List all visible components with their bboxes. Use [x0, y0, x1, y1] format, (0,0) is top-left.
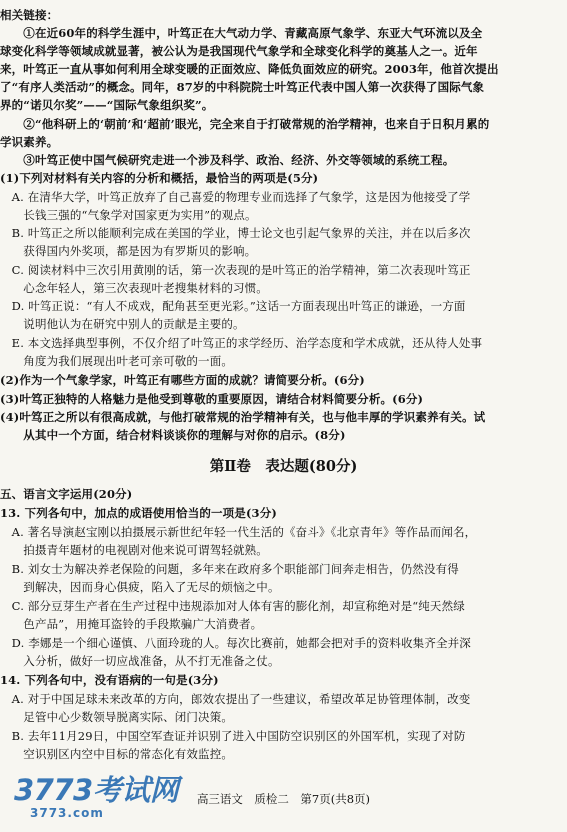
q13-option-d-cont: 入分析，做好一切应战准备，从不打无准备之仗。 [0, 654, 280, 668]
paragraph-line: 球变化科学等领域成就显著，被公认为是我国现代气象学和全球变化科学的奠基人之一。近年 [0, 44, 478, 58]
option-b-cont: 获得国内外奖项，都是因为有罗斯贝的影响。 [0, 244, 257, 258]
question-3: (3)叶笃正独特的人格魅力是他受到尊敬的重要原因，请结合材料简要分析。(6分) [0, 392, 424, 406]
watermark-text: 3773考试网 [14, 773, 179, 807]
q14-option-b-cont: 空识别区内空中目标的常态化有效监控。 [0, 747, 233, 761]
question-1-stem: (1)下列对材料有关内容的分析和概括，最恰当的两项是(5分) [0, 171, 319, 185]
question-13-stem: 13. 下列各句中，加点的成语使用恰当的一项是(3分) [0, 506, 277, 520]
option-a: A. 在清华大学，叶笃正放弃了自己喜爱的物理专业而选择了气象学，这是因为他接受了学 [0, 190, 471, 204]
line-related-links: 相关链接： [0, 8, 59, 22]
option-b: B. 叶笃正之所以能顺利完成在美国的学业，博士论文也引起气象界的关注，并在以后多次 [0, 226, 471, 240]
q14-option-b: B. 去年11月29日，中国空军查证并识别了进入中国防空识别区的外国军机，实现了对防 [0, 729, 466, 743]
option-a-cont: 长钱三强的“气象学对国家更为实用”的观点。 [0, 208, 257, 222]
q14-option-a-cont: 足管中心少数领导脱离实际、闭门决策。 [0, 710, 233, 724]
paragraph-line: 界的“诺贝尔奖”——“国际气象组织奖”。 [0, 98, 214, 112]
q13-option-c-cont: 色产品”，用掩耳盗铃的手段欺骗广大消费者。 [0, 617, 263, 631]
question-4-cont: 从其中一个方面，结合材料谈谈你的理解与对你的启示。(8分) [0, 428, 346, 442]
q13-option-a: A. 著名导演赵宝刚以拍摄展示新世纪年轻一代生活的《奋斗》《北京青年》等作品而闻名， [0, 525, 477, 539]
page-footer: 高三语文 质检二 第7页(共8页) [196, 792, 371, 806]
option-d-cont: 说明他认为在研究中别人的贡献是主要的。 [0, 317, 245, 331]
paragraph-line: ①在近60年的科学生涯中，叶笃正在大气动力学、青藏高原气象学、东亚大气环流以及全 [0, 26, 483, 40]
section-heading: 五、语言文字运用(20分) [0, 487, 133, 501]
watermark-logo [14, 774, 178, 820]
question-2: (2)作为一个气象学家，叶笃正有哪些方面的成就？请简要分析。(6分) [0, 373, 365, 387]
option-c: C. 阅读材料中三次引用黄刚的话，第一次表现的是叶笃正的治学精神，第二次表现叶笃正 [0, 263, 471, 277]
paragraph-line: ②“他科研上的‘朝前’和‘超前’眼光，完全来自于打破常规的治学精神，也来自于日积月累的 [0, 117, 490, 131]
watermark-url: 3773.com [30, 806, 104, 820]
q13-option-c: C. 部分豆芽生产者在生产过程中违规添加对人体有害的膨化剂，却宣称绝对是“纯天然绿 [0, 599, 465, 613]
section-title: 第Ⅱ卷 表达题(80分) [209, 458, 358, 475]
option-e-cont: 角度为我们展现出叶老可亲可敬的一面。 [0, 354, 233, 368]
q13-option-a-cont: 拍摄青年题材的电视剧对他来说可谓驾轻就熟。 [0, 543, 268, 557]
paragraph-line: ③叶笃正使中国气候研究走进一个涉及科学、政治、经济、外交等领域的系统工程。 [0, 153, 455, 167]
q13-option-b-cont: 到解决，因而身心俱疲，陷入了无尽的烦恼之中。 [0, 580, 280, 594]
q14-option-a: A. 对于中国足球未来改革的方向，郎效农提出了一些建议，希望改革足协管理体制，改变 [0, 692, 471, 706]
q13-option-d: D. 李娜是一个细心谨慎、八面玲珑的人。每次比赛前，她都会把对手的资料收集齐全并深 [0, 636, 471, 650]
question-14-stem: 14. 下列各句中，没有语病的一句是(3分) [0, 673, 219, 687]
option-c-cont: 心念年轻人，第三次表现叶老搜集材料的习惯。 [0, 281, 268, 295]
question-4: (4)叶笃正之所以有很高成就，与他打破常规的治学精神有关，也与他丰厚的学识素养有关。试 [0, 410, 486, 424]
paragraph-line: 学识素养。 [0, 135, 59, 149]
paragraph-line: 了“有序人类活动”的概念。同年，87岁的中科院院士叶笃正代表中国人第一次获得了国际气象 [0, 80, 485, 94]
paragraph-line: 来，叶笃正一直从事如何利用全球变暖的正面效应、降低负面效应的研究。2003年，他首次提出 [0, 62, 499, 76]
q13-option-b: B. 刘女士为解决养老保险的问题，多年来在政府多个职能部门间奔走相告，仍然没有得 [0, 562, 459, 576]
option-d: D. 叶笃正说：“有人不成戏，配角甚至更光彩。”这话一方面表现出叶笃正的谦逊，一方面 [0, 299, 466, 313]
option-e: E. 本文选择典型事例，不仅介绍了叶笃正的求学经历、治学态度和学术成就，还从待人处事 [0, 336, 483, 350]
